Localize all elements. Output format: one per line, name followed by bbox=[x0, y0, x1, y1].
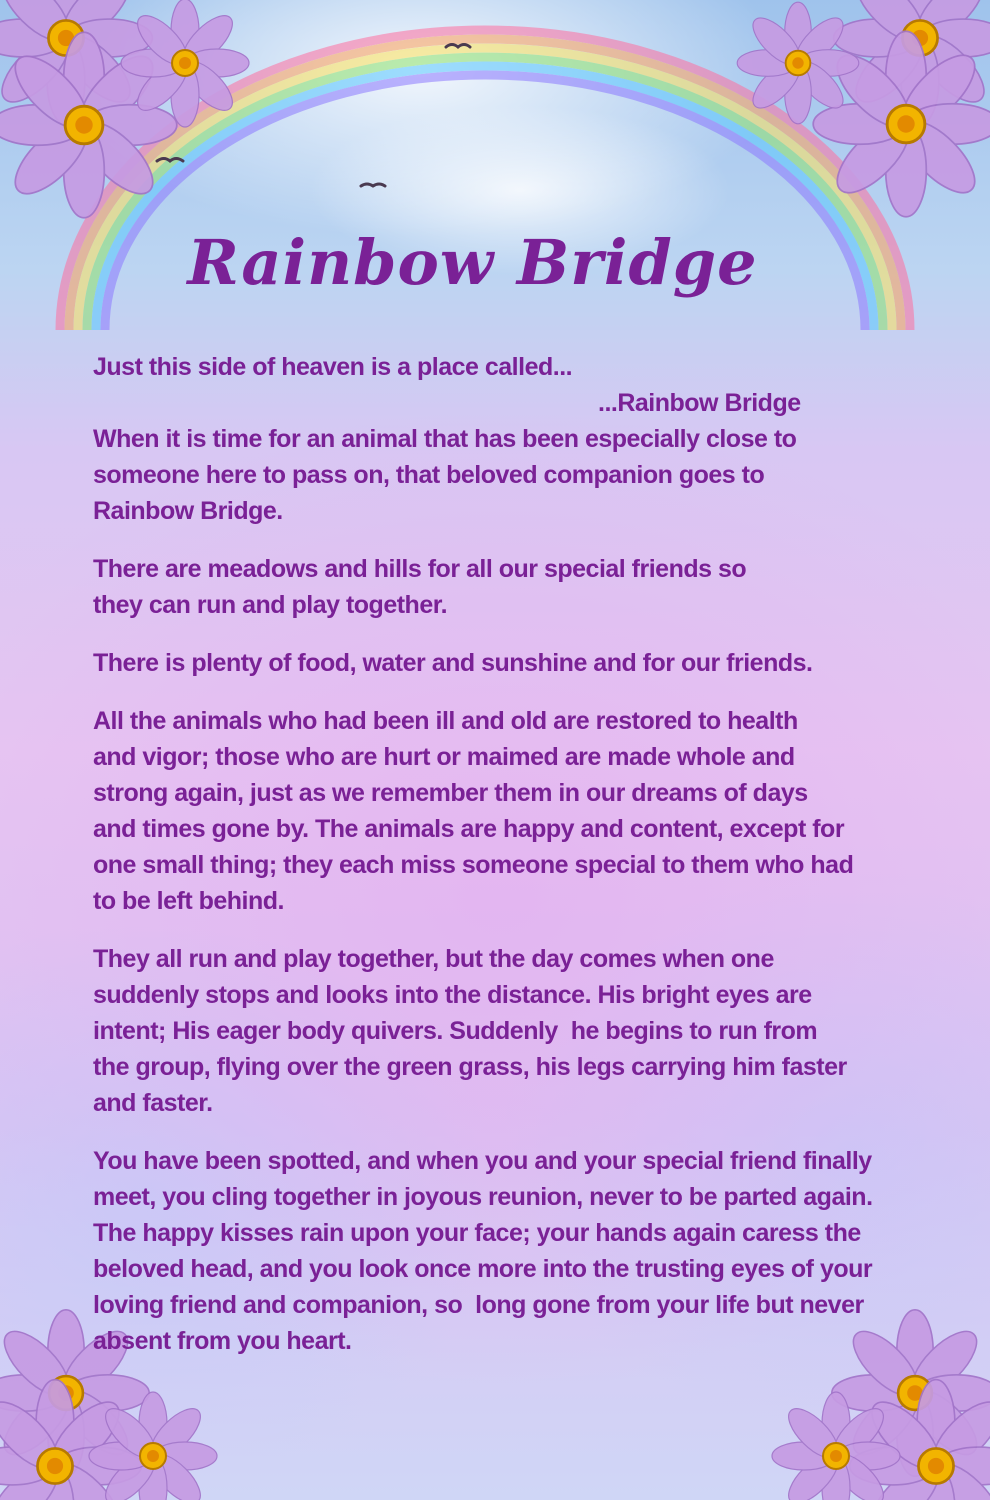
poem-line: The happy kisses rain upon your face; your hands again caress the bbox=[93, 1219, 861, 1247]
intro-line-right: ...Rainbow Bridge bbox=[598, 389, 801, 417]
poem-line: they can run and play together. bbox=[93, 591, 448, 619]
poem-paragraph bbox=[93, 1143, 943, 1359]
poem-line: and vigor; those who are hurt or maimed are made whole and bbox=[93, 743, 795, 771]
poem-line: You have been spotted, and when you and your special friend finally bbox=[93, 1147, 872, 1175]
poem-line: absent from you heart. bbox=[93, 1327, 352, 1355]
intro-line: Just this side of heaven is a place called... bbox=[93, 353, 573, 381]
poem-line: suddenly stops and looks into the distance. His bright eyes are bbox=[93, 981, 812, 1009]
poem-line: and faster. bbox=[93, 1089, 213, 1117]
poem-paragraph bbox=[93, 941, 943, 1121]
poem-line: loving friend and companion, so long gone from your life but never bbox=[93, 1291, 864, 1319]
poem-body bbox=[93, 349, 943, 1359]
poem-line: They all run and play together, but the day comes when one bbox=[93, 945, 774, 973]
poem-line: and times gone by. The animals are happy and content, except for bbox=[93, 815, 845, 843]
poem-line: intent; His eager body quivers. Suddenly he begins to run from bbox=[93, 1017, 818, 1045]
poem-line: strong again, just as we remember them in our dreams of days bbox=[93, 779, 808, 807]
poem-line: There are meadows and hills for all our special friends so bbox=[93, 555, 747, 583]
poem-line: When it is time for an animal that has been especially close to bbox=[93, 425, 797, 453]
poem-line: Rainbow Bridge. bbox=[93, 497, 283, 525]
poem-title: Rainbow Bridge bbox=[187, 226, 758, 299]
poem-line: beloved head, and you look once more into the trusting eyes of your bbox=[93, 1255, 873, 1283]
poem-line: There is plenty of food, water and sunshine and for our friends. bbox=[93, 649, 813, 677]
poem-paragraph bbox=[93, 645, 943, 681]
poem-line: the group, flying over the green grass, his legs carrying him faster bbox=[93, 1053, 847, 1081]
poem-line: someone here to pass on, that beloved companion goes to bbox=[93, 461, 765, 489]
poem-line: All the animals who had been ill and old are restored to health bbox=[93, 707, 798, 735]
poem-line: one small thing; they each miss someone special to them who had bbox=[93, 851, 854, 879]
poem-paragraph bbox=[93, 703, 943, 919]
poem-paragraph bbox=[93, 421, 943, 529]
poem-line: meet, you cling together in joyous reunion, never to be parted again. bbox=[93, 1183, 873, 1211]
poem-line: to be left behind. bbox=[93, 887, 284, 915]
poem-paragraph bbox=[93, 551, 943, 623]
